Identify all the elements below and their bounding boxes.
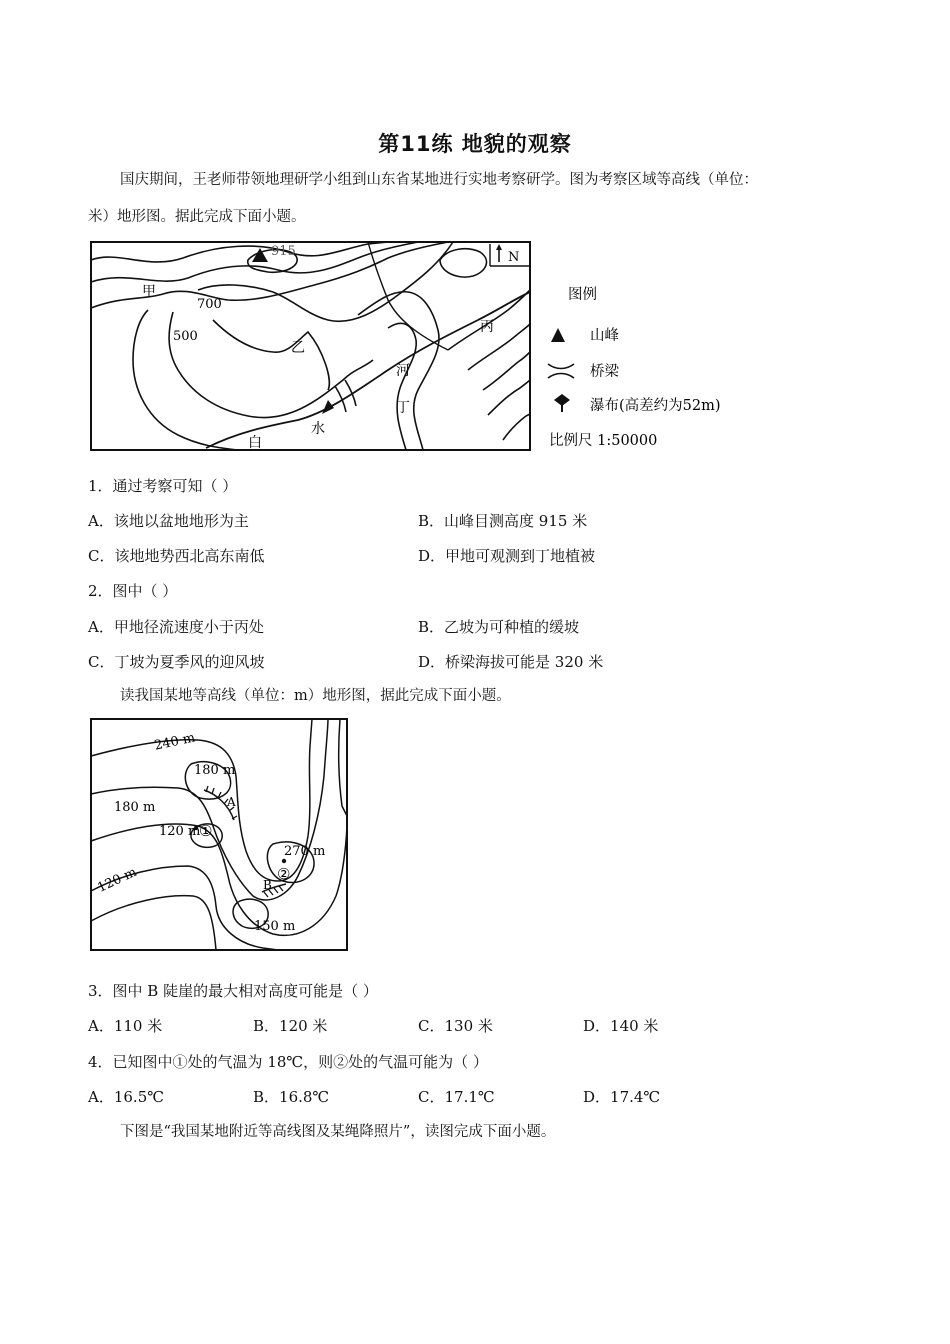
q2-option-c[interactable]: C．丁坡为夏季风的迎风坡 bbox=[88, 653, 265, 671]
point-120-label: 120 m bbox=[159, 824, 201, 839]
hill-150-label: 150 m bbox=[254, 919, 296, 934]
bai-label: 白 bbox=[248, 435, 262, 451]
contour-500-label: 500 bbox=[173, 329, 198, 344]
q3-stem: 3．图中 B 陡崖的最大相对高度可能是（ ） bbox=[88, 982, 378, 1000]
contour-240-label: 240 m bbox=[153, 730, 197, 754]
q3-option-d[interactable]: D．140 米 bbox=[583, 1017, 659, 1035]
contour-map-2 bbox=[88, 716, 352, 954]
cliff-a-label: A bbox=[227, 795, 236, 809]
q4-option-b[interactable]: B．16.8℃ bbox=[253, 1088, 330, 1106]
legend-peak-label: 山峰 bbox=[590, 328, 619, 344]
point-1-label: ① bbox=[199, 822, 213, 840]
legend-peak-icon bbox=[551, 328, 565, 342]
intro-2: 读我国某地等高线（单位：m）地形图，据此完成下面小题。 bbox=[120, 688, 511, 704]
q1-stem: 1．通过考察可知（ ） bbox=[88, 477, 238, 495]
contour-120-label: 120 m bbox=[95, 864, 140, 896]
legend-bridge-icon bbox=[548, 364, 574, 378]
jia-label: 甲 bbox=[142, 284, 156, 300]
q1-option-c[interactable]: C．该地地势西北高东南低 bbox=[88, 547, 265, 565]
north-label: N bbox=[508, 250, 520, 265]
q3-option-a[interactable]: A．110 米 bbox=[88, 1017, 163, 1035]
legend-bridge-label: 桥梁 bbox=[590, 364, 619, 380]
q3-option-c[interactable]: C．130 米 bbox=[418, 1017, 493, 1035]
hill-180-label: 180 m bbox=[194, 763, 236, 778]
q4-stem: 4．已知图中①处的气温为 18℃，则②处的气温可能为（ ） bbox=[88, 1053, 488, 1071]
contour-700-label: 700 bbox=[197, 297, 222, 312]
q1-option-d[interactable]: D．甲地可观测到丁地植被 bbox=[418, 547, 596, 565]
contour-180-label: 180 m bbox=[114, 800, 156, 815]
legend-title: 图例 bbox=[568, 287, 597, 303]
shui-label: 水 bbox=[311, 421, 325, 437]
page-title: 第11练 地貌的观察 bbox=[378, 132, 572, 156]
q2-option-d[interactable]: D．桥梁海拔可能是 320 米 bbox=[418, 653, 604, 671]
q2-option-a[interactable]: A．甲地径流速度小于丙处 bbox=[88, 618, 264, 636]
he-label: 河 bbox=[396, 363, 410, 379]
point-2-label: ② bbox=[277, 865, 291, 883]
intro-1-line-2: 米）地形图。据此完成下面小题。 bbox=[88, 209, 306, 225]
point-2-dot bbox=[282, 859, 286, 863]
point-270-label: 270 m bbox=[284, 844, 326, 859]
yi-label: 乙 bbox=[291, 340, 305, 356]
intro-1-line-1: 国庆期间，王老师带领地理研学小组到山东省某地进行实地考察研学。图为考察区域等高线（单位： bbox=[120, 172, 758, 188]
q4-option-c[interactable]: C．17.1℃ bbox=[418, 1088, 495, 1106]
q4-option-d[interactable]: D．17.4℃ bbox=[583, 1088, 661, 1106]
legend-waterfall-icon bbox=[554, 394, 570, 412]
ding-label: 丁 bbox=[396, 400, 410, 416]
contour-map-1 bbox=[88, 240, 721, 452]
q4-option-a[interactable]: A．16.5℃ bbox=[88, 1088, 165, 1106]
intro-3: 下图是“我国某地附近等高线图及某绳降照片”，读图完成下面小题。 bbox=[120, 1124, 556, 1140]
legend-waterfall-label: 瀑布(高差约为52m) bbox=[590, 398, 721, 414]
q1-option-b[interactable]: B．山峰目测高度 915 米 bbox=[418, 512, 588, 530]
cliff-b-label: B bbox=[263, 878, 272, 892]
q2-option-b[interactable]: B．乙坡为可种植的缓坡 bbox=[418, 618, 580, 636]
map-1-legend bbox=[548, 286, 721, 449]
q1-option-a[interactable]: A．该地以盆地地形为主 bbox=[88, 512, 249, 530]
q3-option-b[interactable]: B．120 米 bbox=[253, 1017, 328, 1035]
bing-label: 丙 bbox=[480, 319, 494, 335]
peak-value-label: 915 bbox=[271, 244, 296, 259]
legend-scale-label: 比例尺 1:50000 bbox=[549, 433, 658, 449]
q2-stem: 2．图中（ ） bbox=[88, 582, 178, 600]
